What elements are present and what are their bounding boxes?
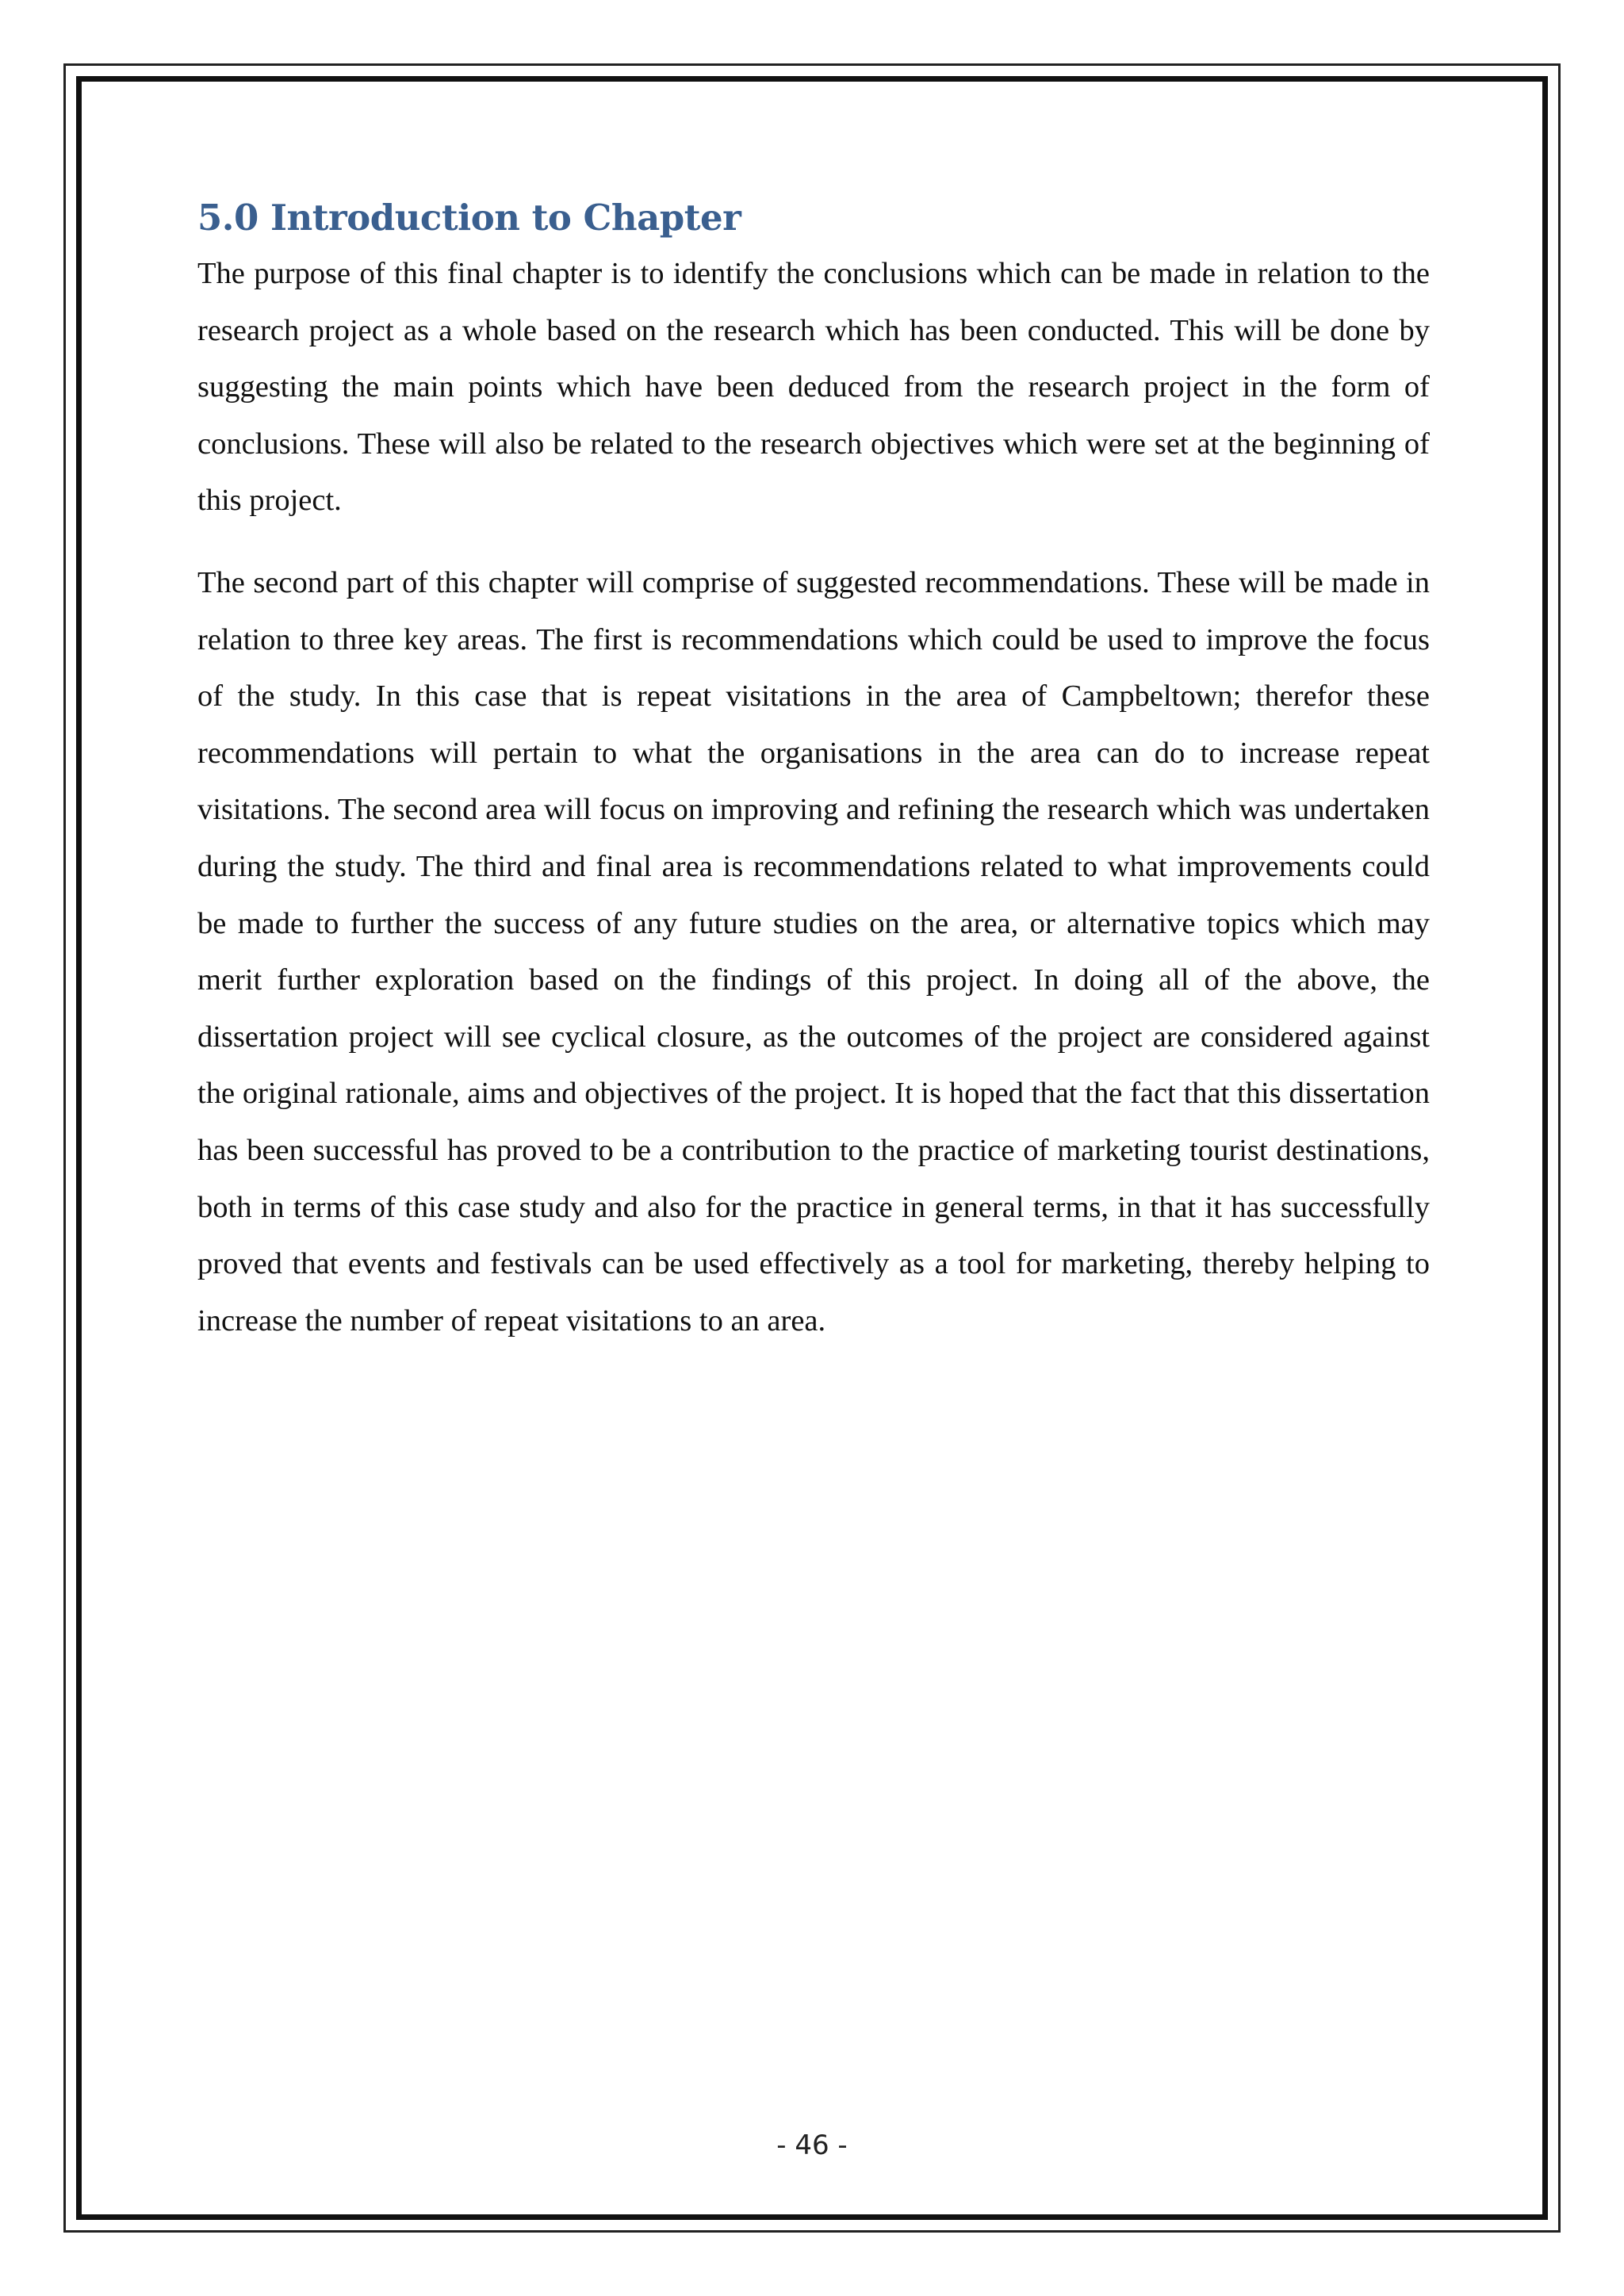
chapter-heading: 5.0 Introduction to Chapter (197, 197, 741, 239)
page-number: - 46 - (776, 2130, 848, 2161)
page-content (197, 190, 1430, 1349)
paragraph-recommendations: The second part of this chapter will comprise of suggested recommendations. These will be made in relation to three key areas. The first is recommendations which could be used to improve the focus of the study. In this case that is repeat visitations in the area of Campbeltown; therefor these recommendations will pertain to what the organisations in the area can do to increase repeat visitations. The second area will focus on improving and refining the research which was undertaken during the study. The third and final area is recommendations related to what improvements could be made to further the success of any future studies on the area, or alternative topics which may merit further exploration based on the findings of this project. In doing all of the above, the dissertation project will see cyclical closure, as the outcomes of the project are considered against the original rationale, aims and objectives of the project. It is hoped that the fact that this dissertation has been successful has proved to be a contribution to the practice of marketing tourist destinations, both in terms of this case study and also for the practice in general terms, in that it has successfully proved that events and festivals can be used effectively as a tool for marketing, thereby helping to increase the number of repeat visitations to an area. (197, 565, 1430, 1337)
paragraph-intro: The purpose of this final chapter is to identify the conclusions which can be made in relation to the research project as a whole based on the research which has been conducted. This will be done by suggesting the main points which have been deduced from the research project in the form of conclusions. These will also be related to the research objectives which were set at the beginning of this project. (197, 257, 1430, 518)
